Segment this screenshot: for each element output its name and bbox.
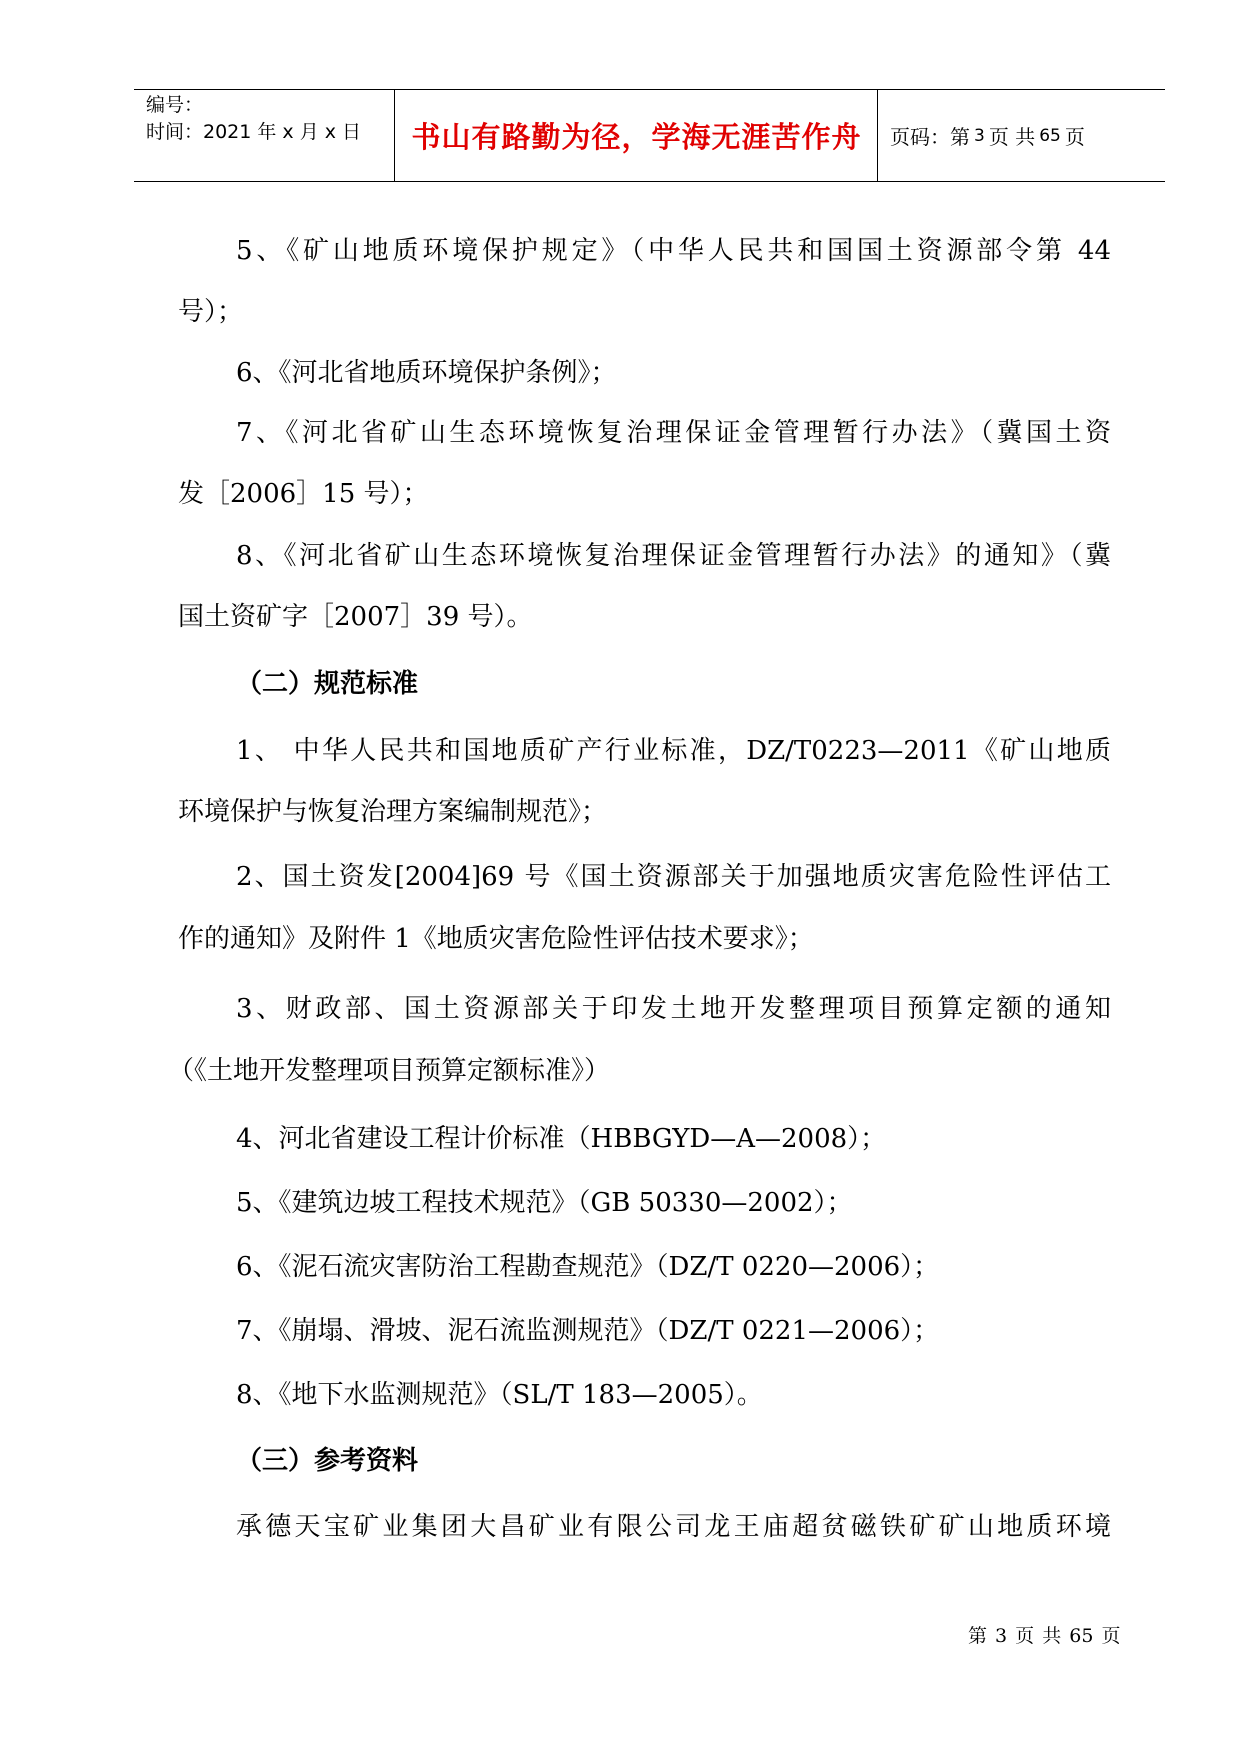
list-item-standard-1: 1、 中华人民共和国地质矿产行业标准，DZ/T0223—2011《矿山地质 (236, 736, 1111, 766)
page-mid: 页 共 (988, 125, 1036, 149)
page-footer: 第 3 页 共 65 页 (968, 1625, 1121, 1647)
list-item-standard-1-cont: 环境保护与恢复治理方案编制规范》； (178, 797, 608, 827)
serial-label: 编号： (146, 94, 204, 116)
list-item-law-7-cont: 发［2006］15 号）； (178, 479, 429, 509)
list-item-standard-3: 3、财政部、国土资源部关于印发土地开发整理项目预算定额的通知 (236, 994, 1111, 1024)
page-total: 65 (1039, 125, 1061, 146)
list-item-law-8: 8、《河北省矿山生态环境恢复治理保证金管理暂行办法》的通知》（冀 (236, 541, 1111, 571)
list-item-law-5-cont: 号）； (178, 297, 244, 327)
list-item-standard-2: 2、国土资发[2004]69 号《国土资源部关于加强地质灾害危险性评估工 (236, 862, 1111, 892)
reference-paragraph: 承德天宝矿业集团大昌矿业有限公司龙王庙超贫磁铁矿矿山地质环境 (236, 1512, 1111, 1542)
page-prefix: 页码：第 (890, 125, 970, 149)
time-label: 时间：2021 年 x 月 x 日 (146, 121, 362, 143)
list-item-law-8-cont: 国土资矿字［2007］39 号）。 (178, 602, 533, 632)
section-heading-references: （三）参考资料 (236, 1446, 419, 1476)
page-suffix: 页 (1064, 125, 1085, 149)
list-item-standard-3-cont: （《土地开发整理项目预算定额标准》） (168, 1056, 611, 1086)
list-item-standard-8: 8、《地下水监测规范》（SL/T 183—2005）。 (236, 1380, 763, 1410)
list-item-standard-6: 6、《泥石流灾害防治工程勘查规范》（DZ/T 0220—2006）； (236, 1252, 940, 1282)
list-item-law-6: 6、《河北省地质环境保护条例》； (236, 358, 617, 388)
section-heading-standards: （二）规范标准 (236, 669, 419, 699)
list-item-standard-2-cont: 作的通知》及附件 1《地质灾害危险性评估技术要求》； (178, 924, 814, 954)
page-number: 3 (974, 125, 985, 146)
list-item-law-5: 5、《矿山地质环境保护规定》（中华人民共和国国土资源部令第 44 (236, 236, 1111, 266)
header-motto: 书山有路勤为径，学海无涯苦作舟 (411, 120, 862, 154)
list-item-standard-7: 7、《崩塌、滑坡、泥石流监测规范》（DZ/T 0221—2006）； (236, 1316, 940, 1346)
list-item-law-7: 7、《河北省矿山生态环境恢复治理保证金管理暂行办法》（冀国土资 (236, 418, 1111, 448)
list-item-standard-4: 4、河北省建设工程计价标准（HBBGYD—A—2008）； (236, 1124, 887, 1154)
list-item-standard-5: 5、《建筑边坡工程技术规范》（GB 50330—2002）； (236, 1188, 853, 1218)
